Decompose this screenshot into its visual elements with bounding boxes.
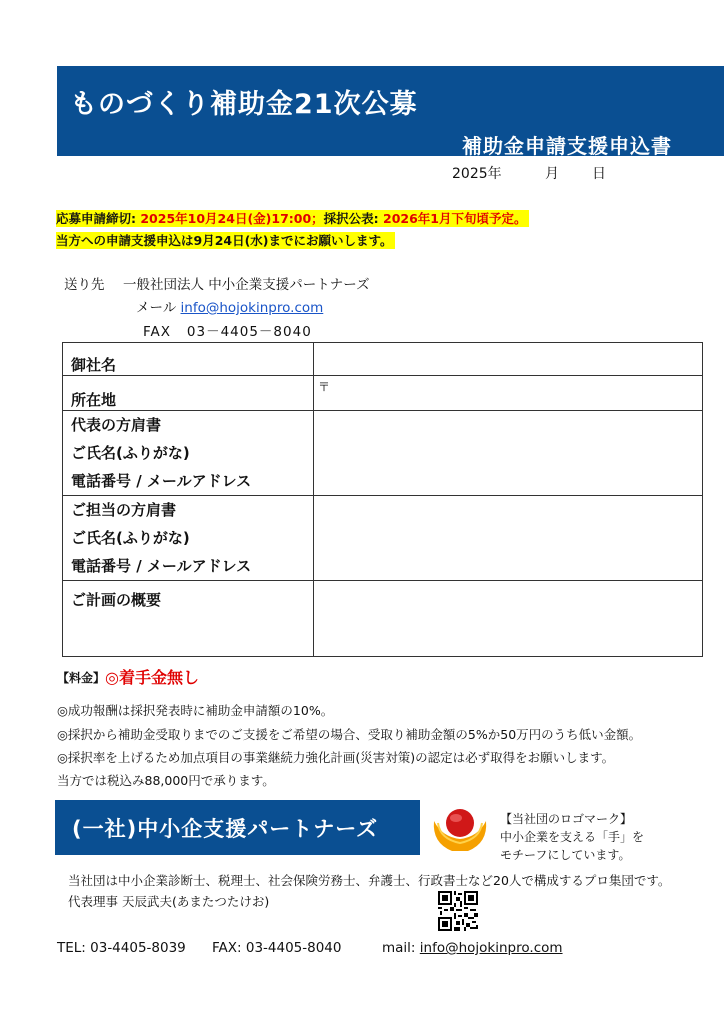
- rep-name-label: ご氏名(ふりがな): [71, 444, 190, 462]
- rep-contact-label: 電話番号 / メールアドレス: [71, 472, 252, 490]
- address-label: 所在地: [63, 376, 314, 411]
- contact-label: [63, 496, 314, 581]
- mail-line: [136, 296, 323, 316]
- org-representative: 代表理事 天辰武夫(あまたつたけお): [68, 894, 270, 909]
- footer-tel: TEL: 03-4405-8039: [57, 940, 186, 956]
- mail-link[interactable]: info@hojokinpro.com: [180, 300, 324, 316]
- contact-name-label: ご氏名(ふりがな): [71, 529, 190, 547]
- representative-label: [63, 411, 314, 496]
- page-subtitle: 補助金申請支援申込書: [462, 134, 672, 158]
- qr-code-icon: [438, 891, 478, 931]
- fax-number: 03－4405－8040: [186, 324, 312, 340]
- destination-label: 送り先: [64, 277, 105, 293]
- destination-org: 一般社団法人 中小企業支援パートナーズ: [123, 277, 370, 293]
- org-description: 当社団は中小企業診断士、税理士、社会保険労務士、弁護士、行政書士など20人で構成するプロ集団です。: [68, 873, 671, 888]
- form-row-contact-person: [63, 496, 703, 581]
- application-form: [62, 342, 703, 657]
- mail-label: メール: [136, 300, 177, 316]
- deadline-value: 2025年10月24日(金)17:00；: [140, 211, 324, 226]
- address-field[interactable]: [314, 376, 703, 411]
- company-field[interactable]: [314, 343, 703, 376]
- form-row-plan: [63, 581, 703, 657]
- application-deadline-text: 当方への申請支援申込は9月24日(水)までにお願いします。: [56, 233, 393, 248]
- rep-title-label: 代表の方肩書: [71, 416, 162, 434]
- contact-contact-label: 電話番号 / メールアドレス: [71, 557, 252, 575]
- deadline-notice: [56, 208, 529, 227]
- plan-label: ご計画の概要: [63, 581, 314, 657]
- form-row-address: [63, 376, 703, 411]
- fee-note-3: ◎採択率を上げるため加点項目の事業継続力強化計画(災害対策)の認定は必ず取得をお願いします。: [57, 750, 615, 765]
- result-value: 2026年1月下旬頃予定。: [383, 211, 527, 226]
- footer-mail: [382, 940, 563, 956]
- date-year: 2025年: [452, 166, 502, 182]
- form-row-company: [63, 343, 703, 376]
- plan-field[interactable]: [314, 581, 703, 657]
- fax-label: FAX: [143, 324, 172, 340]
- hands-logo-icon: [430, 803, 490, 855]
- representative-field[interactable]: [314, 411, 703, 496]
- contact-title-label: ご担当の方肩書: [71, 501, 177, 519]
- fee-label: 【料金】: [57, 671, 106, 685]
- date-day: 日: [592, 166, 606, 182]
- fee-note-2: ◎採択から補助金受取りまでのご支援をご希望の場合、受取り補助金額の5%か50万円のうち低い金額。: [57, 727, 642, 742]
- contact-person-field[interactable]: [314, 496, 703, 581]
- company-label: 御社名: [63, 343, 314, 376]
- logo-note-title: 【当社団のロゴマーク】: [500, 812, 633, 826]
- date-month: 月: [545, 166, 559, 182]
- no-upfront-fee: ◎着手金無し: [105, 668, 199, 687]
- logo-note-line1: 中小企業を支える「手」を: [500, 830, 645, 844]
- fax-line: [143, 320, 312, 340]
- page-title: ものづくり補助金21次公募: [70, 89, 418, 120]
- postal-mark: 〒: [318, 380, 331, 394]
- logo-note-line2: モチーフにしています。: [500, 848, 631, 862]
- result-label: 採択公表:: [323, 211, 384, 226]
- fee-note-4: 当方では税込み88,000円で承ります。: [57, 773, 275, 788]
- application-deadline-notice: [56, 230, 395, 249]
- form-row-representative: [63, 411, 703, 496]
- footer-fax: FAX: 03-4405-8040: [212, 940, 342, 956]
- deadline-label: 応募申請締切:: [56, 211, 141, 226]
- org-name: (一社)中小企支援パートナーズ: [72, 817, 379, 841]
- fee-note-1: ◎成功報酬は採択発表時に補助金申請額の10%。: [57, 703, 334, 718]
- footer-mail-label: mail:: [382, 940, 416, 956]
- footer-mail-link[interactable]: info@hojokinpro.com: [419, 940, 563, 956]
